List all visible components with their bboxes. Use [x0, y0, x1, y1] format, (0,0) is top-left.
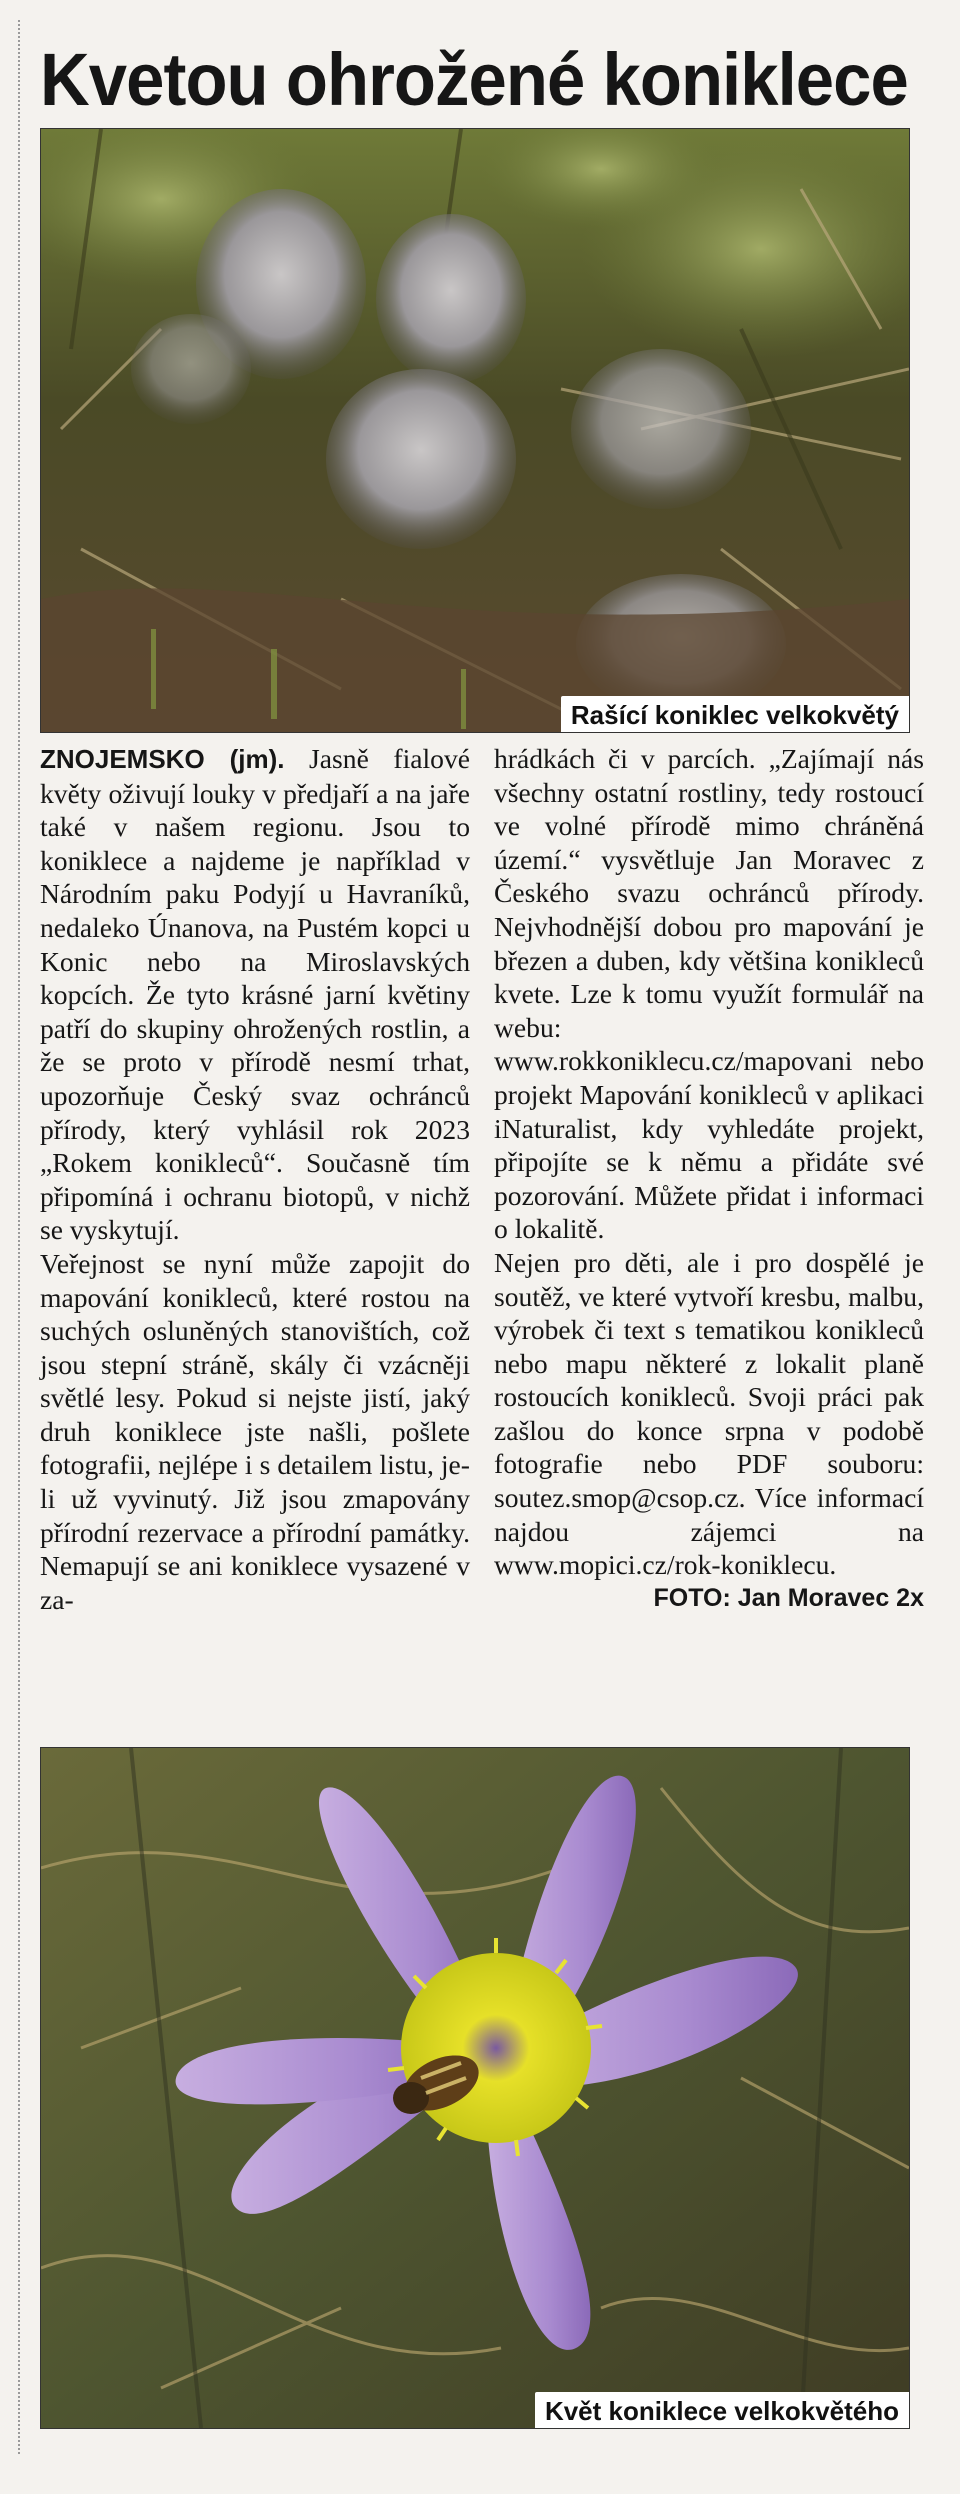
article-column-right: [494, 742, 924, 1742]
body-paragraph: Nejen pro děti, ale i pro dospělé je soutěž, ve které vytvoří kresbu, malbu, výrobek či text s tematikou konikleců nebo mapu některé z lokalit planě rostoucích konikleců. Svoji práci pak zašlou do konce srpna v podobě fotografie nebo PDF souboru: soutez.smop@csop.cz. Více informací najdou zájemci na www.mopici.cz/rok-koniklecu.: [494, 1246, 924, 1581]
lead-paragraph-text: Jasně fialové květy oživují louky v předjaří a na jaře také v našem regionu. Jsou to koniklece a najdeme je například v Národním paku Podyjí u Havraníků, nedaleko Únanova, na Pustém kopci u Konic nebo na Miroslavských kopcích. Že tyto krásné jarní květiny patří do skupiny ohrožených rostlin, a že se proto v přírodě nesmí trhat, upozorňuje Český svaz ochránců přírody, který vyhlásil rok 2023 „Rokem konikleců“. Současně tím připomíná i ochranu biotopů, v nichž se vyskytují.: [40, 743, 470, 1246]
lead-paragraph: [40, 742, 470, 1247]
bottom-photo-caption: Květ koniklece velkokvětého: [535, 2392, 909, 2428]
page-edge-dotted-line: [18, 20, 20, 2454]
top-photo-image: [41, 129, 909, 732]
article-column-left: [40, 742, 470, 1742]
body-paragraph: Veřejnost se nyní může zapojit do mapování konikleců, které rostou na suchých osluněných stanovištích, což jsou stepní stráně, skály či vzácněji světlé lesy. Pokud si nejste jistí, jaký druh koniklece jste našli, pošlete fotografii, nejlépe i s detailem listu, je-li už vyvinutý. Již jsou zmapovány přírodní rezervace a přírodní památky. Nemapují se ani koniklece vysazené v za-: [40, 1247, 470, 1615]
dateline: ZNOJEMSKO (jm).: [40, 744, 285, 774]
photo-credit: FOTO: Jan Moravec 2x: [653, 1583, 924, 1612]
top-photo-caption: Rašící koniklec velkokvětý: [561, 696, 909, 732]
body-paragraph: hrádkách či v parcích. „Zajímají nás všechny ostatní rostliny, tedy rostoucí ve volné přírodě mimo chráněná území.“ vysvětluje Jan Moravec z Českého svazu ochránců přírody. Nejvhodnější dobou pro mapování je březen a duben, kdy většina konikleců kvete. Lze k tomu využít formulář na webu: www.rokkoniklecu.cz/mapovani nebo projekt Mapování konikleců v aplikaci iNaturalist, kdy vyhledáte projekt, připojíte se k němu a přidáte své pozorování. Můžete přidat i informaci o lokalitě.: [494, 743, 924, 1245]
top-photo: [40, 128, 910, 733]
bottom-photo: [40, 1747, 910, 2429]
bottom-photo-image: [41, 1748, 909, 2428]
headline: Kvetou ohrožené koniklece: [40, 38, 908, 121]
